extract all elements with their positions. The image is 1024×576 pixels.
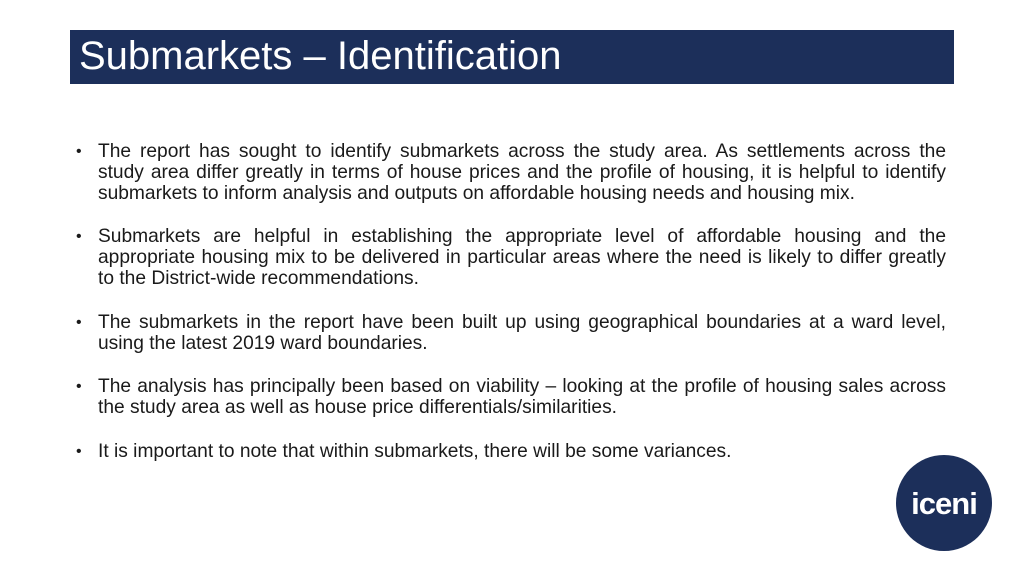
bullet-item: • The report has sought to identify submarkets across the study area. As settlements across the study area differ greatly in terms of house prices and the profile of housing, it is helpful to identify submarkets to inform analysis and outputs on affordable housing needs and housing mix. (76, 142, 946, 204)
bullet-item: • The analysis has principally been based on viability – looking at the profile of housing sales across the study area as well as house price differentials/similarities. (76, 377, 946, 419)
bullet-item: • It is important to note that within submarkets, there will be some variances. (76, 442, 946, 463)
bullet-item: • The submarkets in the report have been built up using geographical boundaries at a ward level, using the latest 2019 ward boundaries. (76, 313, 946, 355)
iceni-logo (896, 455, 992, 551)
title-bar (70, 30, 954, 84)
bullet-item: • Submarkets are helpful in establishing the appropriate level of affordable housing and the appropriate housing mix to be delivered in particular areas where the need is likely to differ greatly to the District-wide recommendations. (76, 227, 946, 289)
slide-title: Submarkets – Identification (79, 34, 562, 78)
logo-text: iceni (911, 485, 977, 521)
bullet-list (76, 142, 946, 486)
